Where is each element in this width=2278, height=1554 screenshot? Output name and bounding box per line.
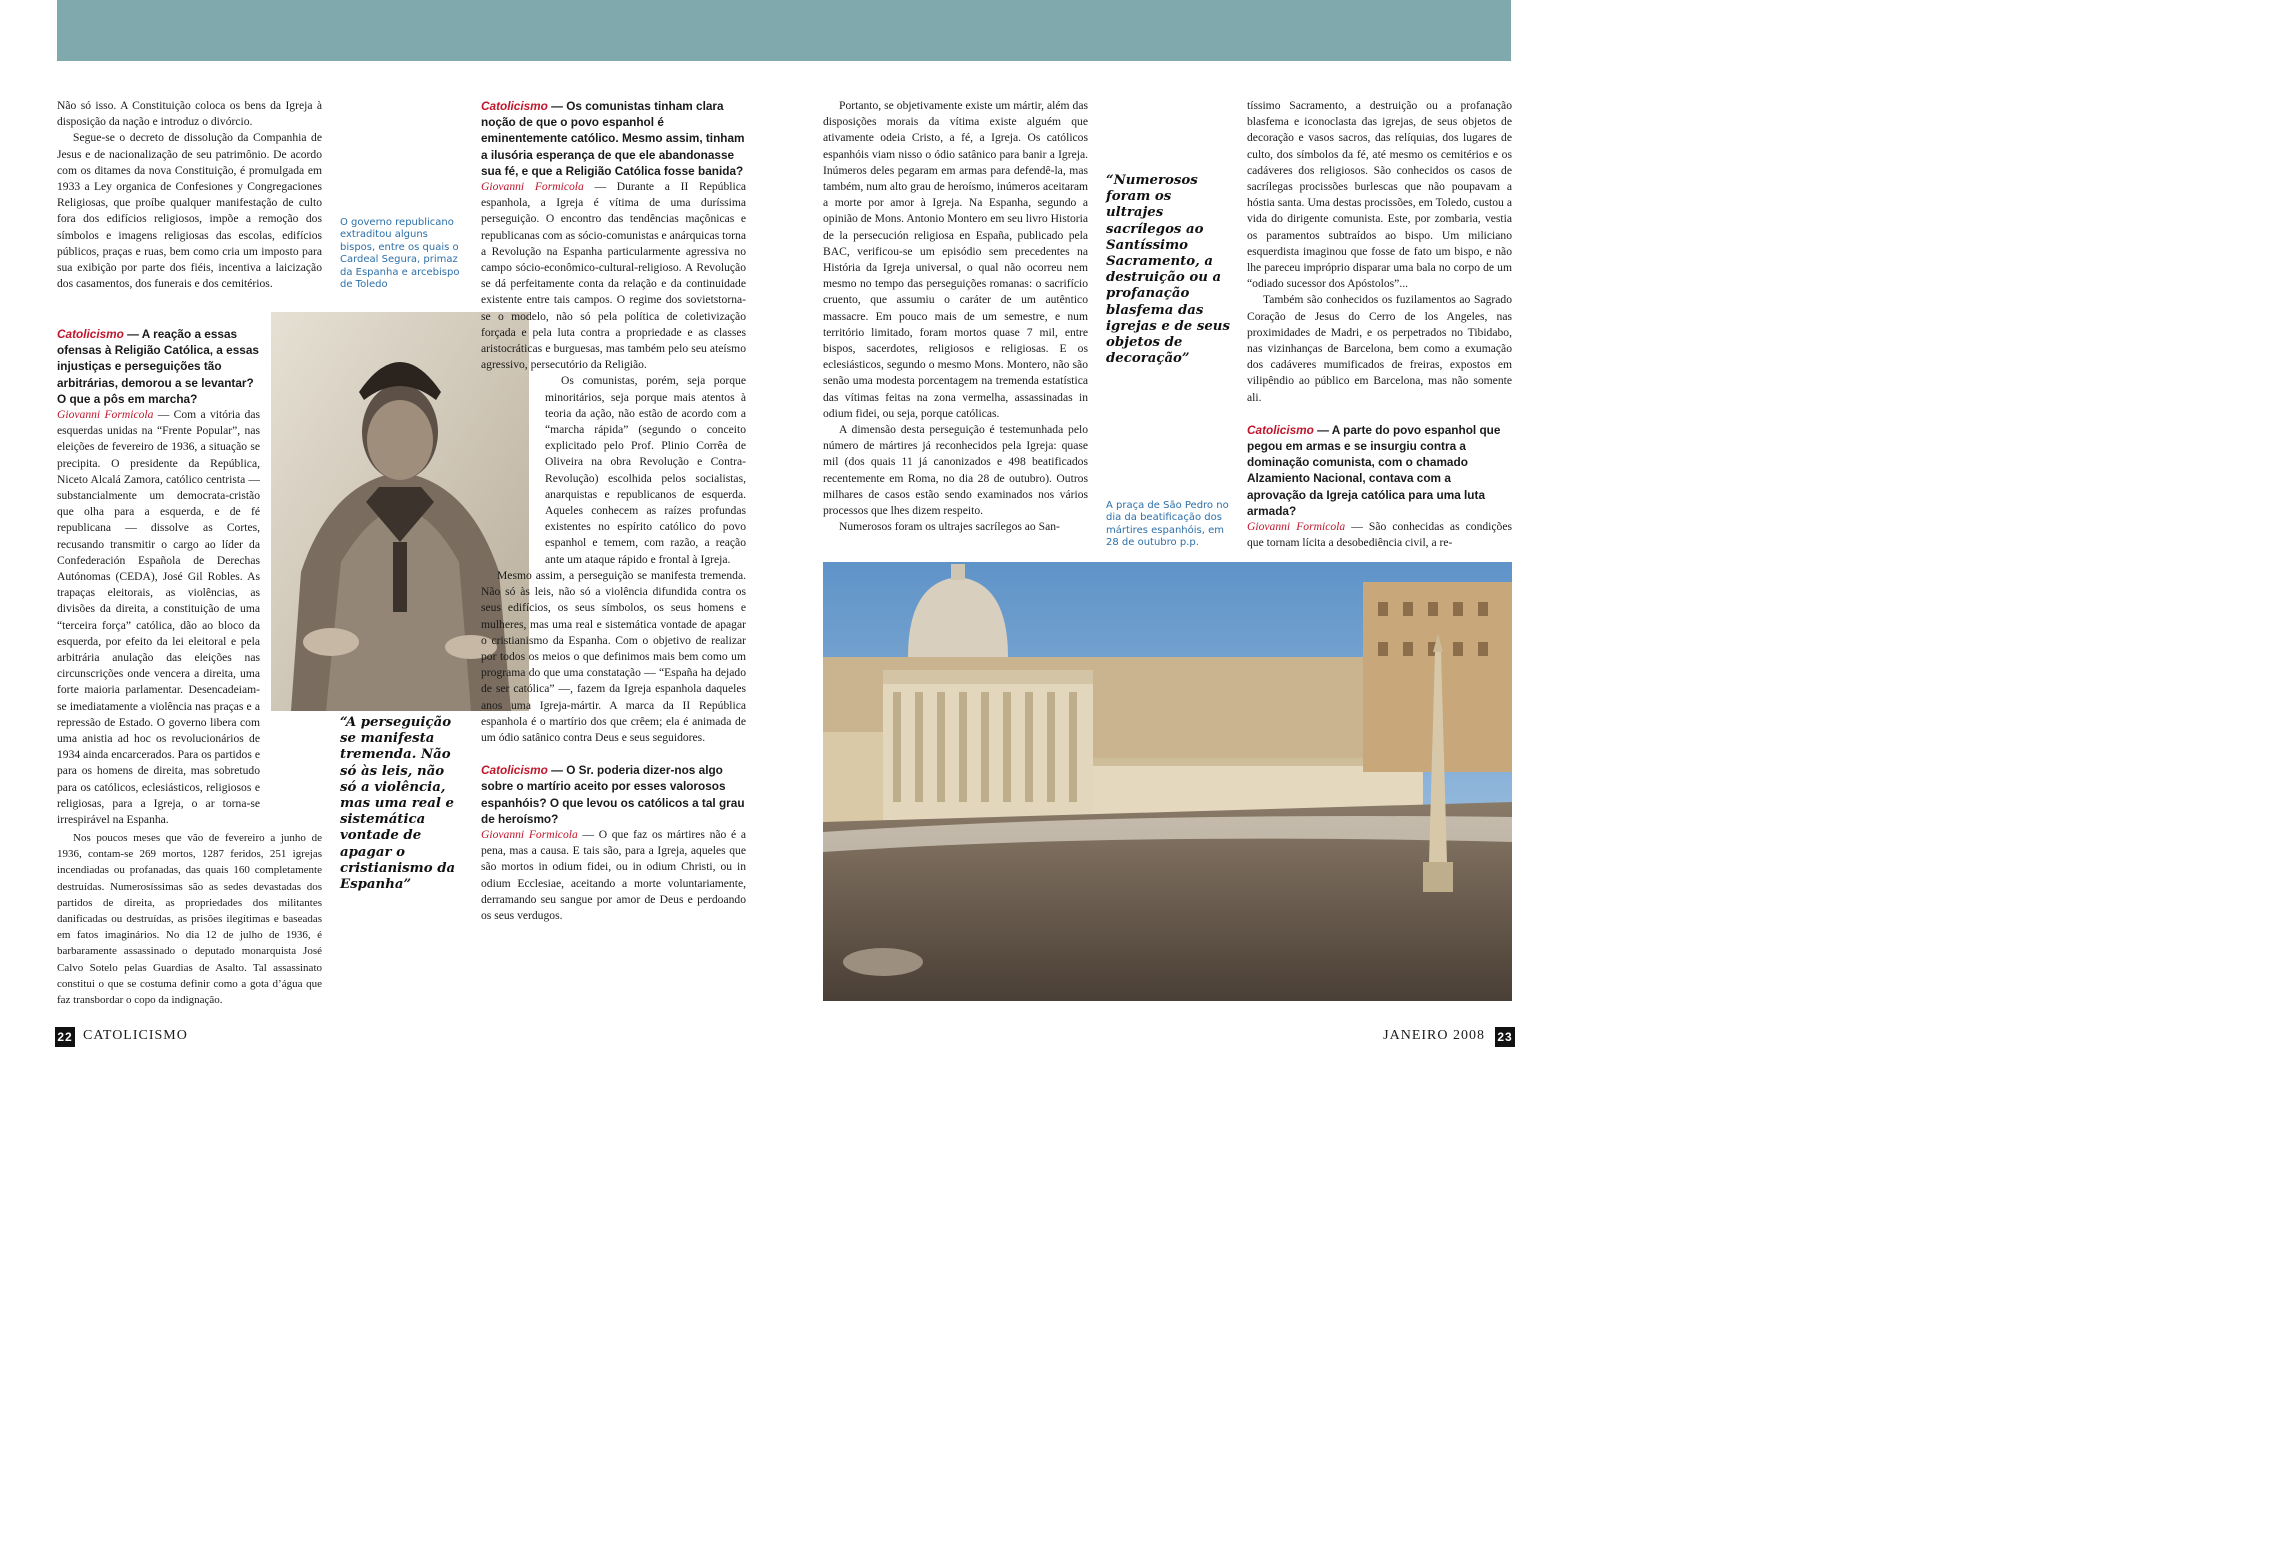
footer-right: [1370, 1027, 1515, 1047]
paragraph: Segue-se o decreto de dissolução da Companhia de Jesus e de nacionalização de seu patrimônio. De acordo com os ditames da nova Constituição, é promulgada em 1933 a Ley organica de Confesiones y Congregaciones Religiosas, que proíbe qualquer manifestação de culto fora dos edifícios religiosos, impõe a remoção dos símbolos e imagens religiosas das escolas, edifícios públicos, praças e ruas, bem como cria um imposto para sua exibição por parte dos fiéis, incentiva a laicização dos casamentos, dos funerais e dos cemitérios.: [57, 131, 322, 291]
photo-caption: A praça de São Pedro no dia da beatificação dos mártires espanhóis, em 28 de outubro p.p.: [1106, 500, 1229, 549]
magazine-title: CATOLICISMO: [83, 1028, 188, 1043]
st-peters-square-image: [823, 562, 1512, 1001]
interview-question: Catolicismo — Os comunistas tinham clara noção de que o povo espanhol é eminentemente católico. Mesmo assim, tinham a ilusória esperança de que ele abandonasse sua fé, e que a Religião Católica fosse banida?: [481, 99, 745, 178]
interview-question: Catolicismo — A parte do povo espanhol que pegou em armas e se insurgiu contra a dominação comunista, com o chamado Alzamiento Nacional, contava com a aprovação da Igreja católica para uma luta armada?: [1247, 422, 1501, 518]
column-4: [1247, 98, 1512, 551]
column-2: [481, 98, 746, 924]
paragraph: Nos poucos meses que vão de fevereiro a junho de 1936, contam-se 269 mortos, 1287 feridos, 251 igrejas incendiadas ou profanadas, das quais 160 completamente destruídas. Numerosíssimas são as sedes devastadas dos partidos de direita, as propriedades dos militantes danificadas ou destruídas, as prisões ilegítimas e baseadas em fatos imaginários. No dia 12 de julho de 1936, é barbaramente assassinado o deputado monarquista José Calvo Sotelo pelas Guardias de Asalto. Tal assassinato constitui o que se costuma definir como a gota d’água que faz transbordar o copo da indignação.: [57, 832, 322, 1007]
interview-answer: Giovanni Formicola — Durante a II República espanhola, a Igreja é vítima de uma duríssima perseguição. O encontro das tendências maçônicas e republicanas com as sócio-comunistas e anárquicas torna a Revolução na Espanha particularmente agressiva no campo sócio-econômico-cultural-religioso. A Revolução se dá perfeitamente conta da relação e da continuidade existente entre tais campos. O regime dos sovietstorna-se o modelo, não só pela política de coletivização forçada e pela luta contra a propriedade e as classes aristocráticas e burguesas, mas também pelo seu ateísmo agressivo, persecutório da Religião.: [481, 180, 746, 372]
interview-answer: Giovanni Formicola — São conhecidas as condições que tornam lícita a desobediência civil, a re-: [1247, 520, 1513, 550]
interview-question: Catolicismo — A reação a essas ofensas à Religião Católica, a essas injustiças e perseguições tão arbitrárias, demorou a se levantar? O que a pôs em marcha?: [57, 327, 259, 406]
header-band: [57, 0, 1511, 61]
st-peters-square-photo: [823, 562, 1512, 1001]
column-3: [823, 98, 1088, 535]
page-number: 23: [1495, 1027, 1515, 1047]
paragraph: A dimensão desta perseguição é testemunhada pelo número de mártires já reconhecidos pela Igreja: quase mil (dos quais 11 já canonizados e 498 beatificados recentemente em Roma, no dia 28 de outubro). Outros milhares de casos estão sendo examinados nos vários processos que lhes dizem respeito.: [823, 423, 1088, 518]
column-1-bottom: [57, 830, 322, 1008]
pull-quote: “Numerosos foram os ultrajes sacrílegos ao Santíssimo Sacramento, a destruição ou a profanação blasfema das igrejas e de seus objetos de decoração”: [1106, 173, 1230, 367]
paragraph: Também são conhecidos os fuzilamentos ao Sagrado Coração de Jesus do Cerro de los Angeles, nas proximidades de Madri, e os perpetrados no Tibidabo, nas vizinhanças de Barcelona, bem como a exumação dos cadáveres mumificados de freiras, expostos em vilipêndio ao público em Barcelona, mas não somente ali.: [1247, 293, 1512, 404]
paragraph: tíssimo Sacramento, a destruição ou a profanação blasfema e iconoclasta das igrejas, de seus objetos de decoração e vasos sacros, das relíquias, dos lugares de culto, dos símbolos da fé, até mesmo os cemitérios e os cadáveres dos religiosos. São conhecidos os casos de sacrílegas procissões burlescas que não poupavam a hóstia santa. Uma destas procissões, em Toledo, custou a vida do dirigente comunista. Este, por zombaria, vestia os paramentos subtraídos ao bispo. Um miliciano esquerdista imaginou que fosse de fato um bispo, e não lhe pareceu impróprio disparar uma bala no corpo de um “odiado sucessor dos Apóstolos”...: [1247, 99, 1512, 291]
column-1: [57, 98, 322, 292]
paragraph: Mesmo assim, a perseguição se manifesta tremenda. Não só às leis, não só a violência difundida contra os seus edifícios, os seus símbolos, os seus homens e mulheres, mas uma real e sistemática vontade de apagar o cristianismo da Espanha. Com o objetivo de realizar por todos os meios o que definimos mais bem como um programa do que uma constatação — “España ha dejado de ser católica” —, fazem da Igreja espanhola daqueles anos uma Igreja-mártir. A marca da II República espanhola é o martírio dos que crêem; ela é animada de um ódio satânico contra Deus e seus seguidores.: [481, 568, 746, 744]
paragraph: Não só isso. A Constituição coloca os bens da Igreja à disposição da nação e introduz o divórcio.: [57, 99, 322, 129]
footer-left: [55, 1027, 255, 1047]
column-1-lower: [57, 326, 260, 828]
paragraph: Numerosos foram os ultrajes sacrílegos ao San-: [839, 520, 1060, 534]
interview-answer: Giovanni Formicola — O que faz os mártires não é a pena, mas a causa. E tais são, para a Igreja, aqueles que são mortos in odium fidei, ou in odium Christi, ou in odium Ecclesiae, aceitando a morte voluntariamente, derramando seu sangue por amor de Deus e perdoando os seus verdugos.: [481, 827, 746, 922]
pull-quote: “A perseguição se manifesta tremenda. Não só às leis, não só a violência, mas uma real e sistemática vontade de apagar o cristianismo da Espanha”: [340, 715, 456, 893]
paragraph: Os comunistas, porém, seja porque minoritários, seja porque mais atentos à teoria da ação, não estão de acordo com a “marcha rápida” (segundo o conceito explicitado pelo Prof. Plinio Corrêa de Oliveira na obra Revolução e Contra-Revolução) escolhida pelos socialistas, anarquistas e republicanos de esquerda. Aqueles conhecem as raízes profundas existentes no espírito católico do povo espanhol e temem, com razão, a reação ante um ataque rápido e frontal à Igreja.: [545, 374, 746, 566]
interview-answer: Giovanni Formicola — Com a vitória das esquerdas unidas na “Frente Popular”, nas eleições de fevereiro de 1936, a situação se precipita. O presidente da República, Niceto Alcalá Zamora, católico centrista — substancialmente um democrata-cristão que olha para a esquerda, e de fé republicana — dissolve as Cortes, recusando transmitir o cargo ao líder da Confederación Española de Derechas Autónomas (CEDA), José Gil Robles. As trapaças eleitorais, as violências, as divisões da direita, a constituição de uma “terceira força” católica, dão ao bloco da esquerda, por efeito da lei eleitoral e pela arbitrária anulação das eleições nas circunscrições onde vencera a direita, uma forte maioria parlamentar. Desencadeiam-se imediatamente a violência nas praças e a repressão de Estado. O governo libera com uma anistia ad hoc os revolucionários de 1934 ainda encarcerados. Para os partidos e para os homens de direita, mas sobretudo para os católicos, eclesiásticos, religiosos e religiosas, para a Igreja, o ar torna-se irrespirável na Espanha.: [57, 408, 261, 827]
interview-question: Catolicismo — O Sr. poderia dizer-nos algo sobre o martírio aceito por esses valorosos espanhóis? O que levou os católicos a tal grau de heroísmo?: [481, 763, 745, 826]
page-number: 22: [55, 1027, 75, 1047]
issue-date: JANEIRO 2008: [1383, 1028, 1485, 1043]
photo-caption: O governo republicano extraditou alguns bispos, entre os quais o Cardeal Segura, primaz da Espanha e arcebispo de Toledo: [340, 217, 460, 291]
paragraph: Portanto, se objetivamente existe um mártir, além das disposições morais da vítima existe alguém que ativamente odeia Cristo, a fé, a Igreja. Os católicos espanhóis viam nisso o ódio satânico para banir a Igreja. Inúmeros deles pegaram em armas para defendê-la, mas também, num alto grau de heroísmo, inúmeros aceitaram a morte por amor à Igreja. Na Espanha, segundo a opinião de Mons. Antonio Montero em seu livro Historia de la persecución religiosa en España, publicado pela BAC, verificou-se um episódio sem precedentes na História da Igreja universal, o qual não ocorreu nem mesmo no tempo das perseguições romanas: o sacrifício cruento, que assumiu o caráter de um autêntico massacre. Em pouco mais de um semestre, e num território limitado, foram mortos quase 7 mil, entre bispos, sacerdotes, religiosos e religiosas. E os eclesiásticos, segundo o mesmo Mons. Montero, não são senão uma modesta porcentagem na tremenda estatística das vítimas feitas na zona vermelha, assassinadas in odium fidei, ou seja, porque católicas.: [823, 99, 1088, 420]
